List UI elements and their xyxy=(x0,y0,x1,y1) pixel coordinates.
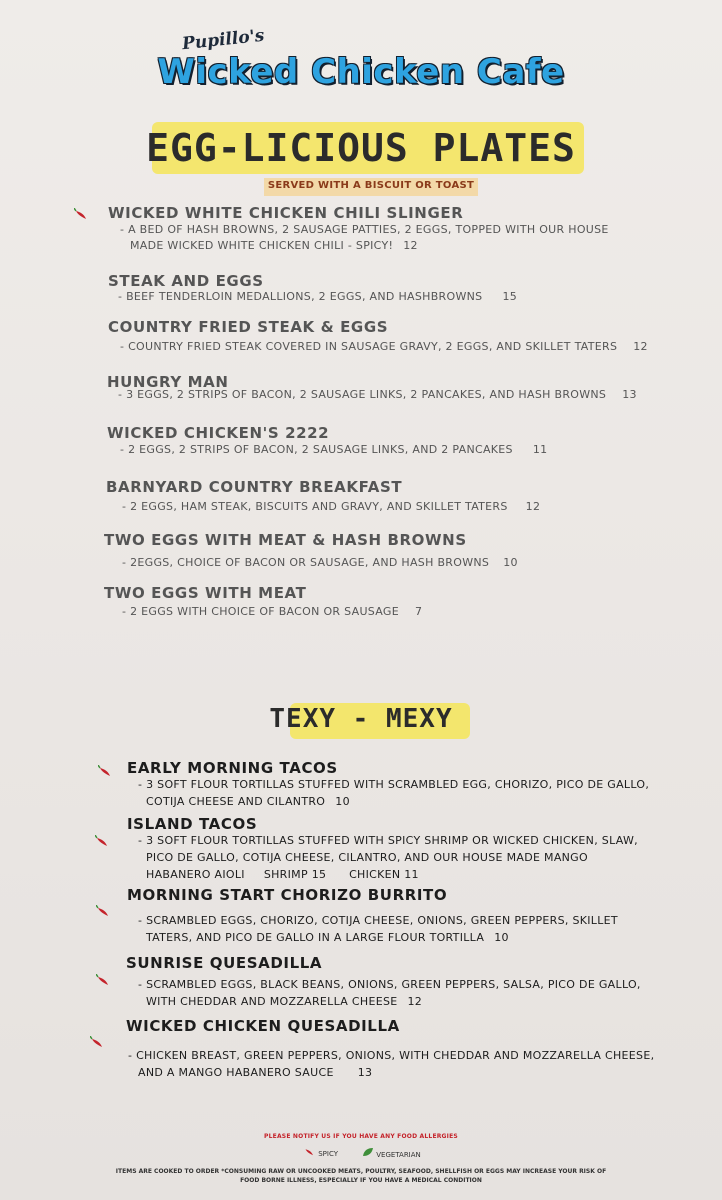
menu-item-name: TWO EGGS WITH MEAT xyxy=(104,584,307,602)
food-safety-disclaimer: ITEMS ARE COOKED TO ORDER *CONSUMING RAW OR UNCOOKED MEATS, POULTRY, SEAFOOD, SHELLFISH OR EGGS MAY INCREASE YOUR RISK OF FOOD BORNE ILLNESS, ESPECIALLY IF YOU HAVE A MEDICAL CONDITION xyxy=(115,1168,607,1184)
menu-item-price: 10 xyxy=(494,931,509,944)
menu-item-name: STEAK AND EGGS xyxy=(108,272,264,290)
menu-item-price: 12 xyxy=(407,995,423,1008)
legend-spicy: SPICY xyxy=(304,1147,338,1158)
menu-item-description: - CHICKEN BREAST, GREEN PEPPERS, ONIONS, WITH CHEDDAR AND MOZZARELLA CHEESE, AND A MANGO HABANERO SAUCE 13 xyxy=(128,1049,655,1079)
chili-pepper-icon xyxy=(74,208,90,220)
menu-item-name: WICKED WHITE CHICKEN CHILI SLINGER xyxy=(108,204,464,222)
menu-item-description: - 2 EGGS WITH CHOICE OF BACON OR SAUSAGE 7 xyxy=(122,605,423,618)
menu-item-name: BARNYARD COUNTRY BREAKFAST xyxy=(106,478,403,496)
menu-item-name: COUNTRY FRIED STEAK & EGGS xyxy=(108,318,389,336)
menu-item-description: - 3 EGGS, 2 STRIPS OF BACON, 2 SAUSAGE LINKS, 2 PANCAKES, AND HASH BROWNS 13 xyxy=(118,388,637,401)
menu-item-price: 11 xyxy=(532,443,548,456)
menu-item-description: - 3 SOFT FLOUR TORTILLAS STUFFED WITH SPICY SHRIMP OR WICKED CHICKEN, SLAW, PICO DE GALLO, COTIJA CHEESE, CILANTRO, AND OUR HOUSE MADE MANGO HABANERO AIOLI SHRIMP 15 CHICKEN 11 xyxy=(138,834,638,881)
menu-item-description: - 2 EGGS, 2 STRIPS OF BACON, 2 SAUSAGE LINKS, AND 2 PANCAKES 11 xyxy=(120,443,548,456)
menu-item-description: - COUNTRY FRIED STEAK COVERED IN SAUSAGE GRAVY, 2 EGGS, AND SKILLET TATERS 12 xyxy=(120,340,648,353)
brand-owner-name: Pupillo's xyxy=(181,25,266,55)
menu-item-price: 12 xyxy=(633,340,648,353)
menu-item-name: WICKED CHICKEN QUESADILLA xyxy=(126,1017,400,1035)
legend-vegetarian: VEGETARIAN xyxy=(362,1147,421,1159)
menu-item-name: EARLY MORNING TACOS xyxy=(127,759,338,777)
chili-pepper-icon xyxy=(96,974,112,986)
menu-item-description: - SCRAMBLED EGGS, CHORIZO, COTIJA CHEESE, ONIONS, GREEN PEPPERS, SKILLET TATERS, AND PICO DE GALLO IN A LARGE FLOUR TORTILLA 10 xyxy=(138,914,618,944)
chili-pepper-icon xyxy=(90,1036,106,1048)
allergy-notice: PLEASE NOTIFY US IF YOU HAVE ANY FOOD ALLERGIES xyxy=(264,1133,458,1140)
menu-item-description: - BEEF TENDERLOIN MEDALLIONS, 2 EGGS, AND HASHBROWNS 15 xyxy=(118,290,518,303)
menu-item-name: MORNING START CHORIZO BURRITO xyxy=(127,886,448,904)
menu-item-description: - 2EGGS, CHOICE OF BACON OR SAUSAGE, AND HASH BROWNS 10 xyxy=(122,556,518,569)
menu-item-description: - SCRAMBLED EGGS, BLACK BEANS, ONIONS, GREEN PEPPERS, SALSA, PICO DE GALLO, WITH CHEDDAR AND MOZZARELLA CHEESE 12 xyxy=(138,978,641,1008)
menu-item-price: 12 xyxy=(403,239,418,252)
menu-item-description: - 2 EGGS, HAM STEAK, BISCUITS AND GRAVY, AND SKILLET TATERS 12 xyxy=(122,500,541,513)
menu-item-name: TWO EGGS WITH MEAT & HASH BROWNS xyxy=(104,531,467,549)
menu-item-price: 13 xyxy=(622,388,637,401)
menu-item-name: HUNGRY MAN xyxy=(107,373,229,391)
menu-item-name: SUNRISE QUESADILLA xyxy=(126,954,323,972)
menu-item-price: 13 xyxy=(357,1066,373,1079)
menu-item-description: - 3 SOFT FLOUR TORTILLAS STUFFED WITH SCRAMBLED EGG, CHORIZO, PICO DE GALLO, COTIJA CHEESE AND CILANTRO 10 xyxy=(138,778,650,808)
texy-section-title: TEXY - MEXY xyxy=(269,704,453,734)
chili-pepper-icon xyxy=(95,835,111,847)
menu-item-price: 15 xyxy=(502,290,518,303)
leaf-icon xyxy=(362,1147,374,1157)
chili-pepper-icon xyxy=(96,905,112,917)
brand-logo-text: Wicked Chicken Cafe xyxy=(157,52,565,92)
egg-section-subtitle: SERVED WITH A BISCUIT OR TOAST xyxy=(267,180,475,191)
menu-item-name: WICKED CHICKEN'S 2222 xyxy=(107,424,330,442)
menu-item-name: ISLAND TACOS xyxy=(127,815,258,833)
menu-item-price: 10 xyxy=(503,556,518,569)
menu-item-price: 7 xyxy=(415,605,423,618)
chili-pepper-icon xyxy=(98,765,114,777)
egg-section-title: EGG-LICIOUS PLATES xyxy=(146,126,576,170)
chili-pepper-icon xyxy=(304,1147,316,1156)
menu-item-description: - A BED OF HASH BROWNS, 2 SAUSAGE PATTIES, 2 EGGS, TOPPED WITH OUR HOUSE MADE WICKED WHITE CHICKEN CHILI - SPICY! 12 xyxy=(120,223,609,252)
menu-item-price: 12 xyxy=(525,500,541,513)
menu-item-price: 10 xyxy=(335,795,350,808)
